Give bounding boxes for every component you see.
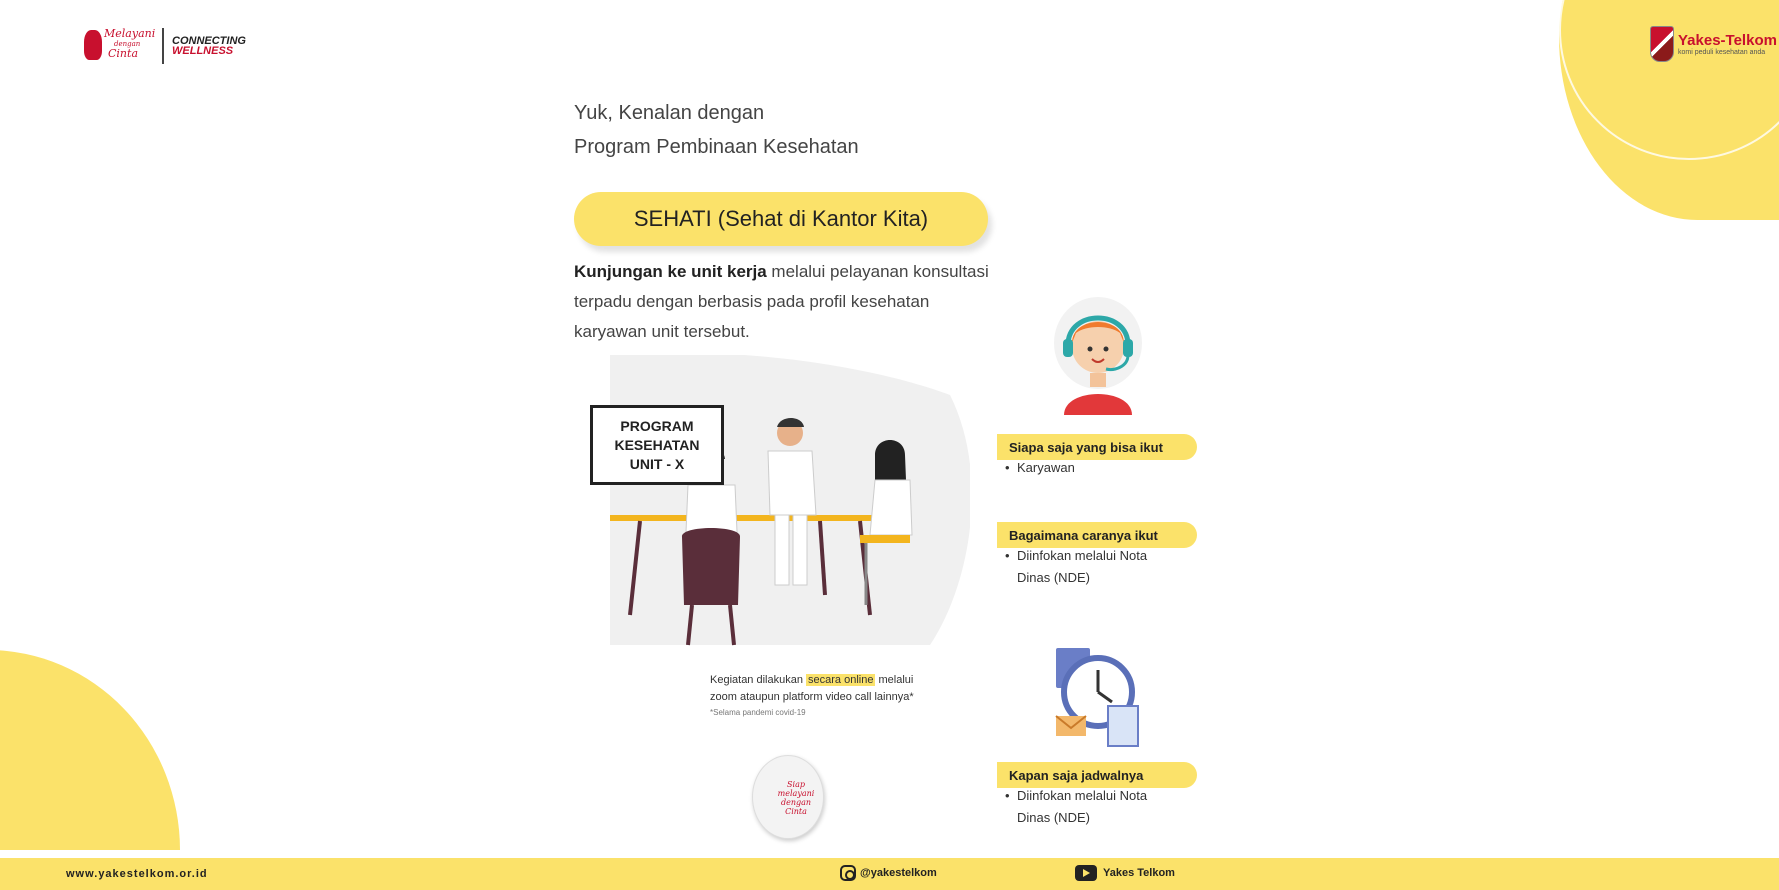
sign-line-2: KESEHATAN xyxy=(614,436,700,453)
website-link[interactable]: www.yakestelkom.or.id xyxy=(66,868,208,880)
online-footnote: *Selama pandemi covid-19 xyxy=(710,708,806,717)
yakes-name: Yakes-Telkom xyxy=(1678,32,1777,49)
online-text-post: melalui xyxy=(875,674,914,686)
section-heading-who: Siapa saja yang bisa ikut xyxy=(997,434,1197,460)
program-sign xyxy=(590,405,724,485)
sign-line-1: PROGRAM xyxy=(620,417,694,434)
section-item-how-2-text: Dinas (NDE) xyxy=(1017,570,1090,585)
youtube-icon xyxy=(1075,865,1097,881)
melayani-word-1: Melayani xyxy=(104,27,156,40)
online-highlight: secara online xyxy=(808,674,874,686)
melayani-mark xyxy=(84,26,154,66)
description-bold: Kunjungan ke unit kerja xyxy=(574,262,767,281)
page-title-line1: Yuk, Kenalan dengan xyxy=(574,102,765,124)
youtube-channel: Yakes Telkom xyxy=(1103,867,1175,879)
yakes-telkom-logo xyxy=(1650,26,1777,62)
page-title-line2: Program Pembinaan Kesehatan xyxy=(574,136,859,158)
instagram-icon xyxy=(840,865,856,881)
badge-text xyxy=(769,780,823,816)
badge-line-2: dengan Cinta xyxy=(780,798,812,816)
yakes-tagline: komi peduli kesehatan anda xyxy=(1678,49,1766,56)
footer-bar xyxy=(0,858,1779,890)
youtube-link[interactable] xyxy=(1075,865,1175,881)
clock-calendar-icon xyxy=(1048,640,1148,750)
sign-line-3: UNIT - X xyxy=(629,455,685,472)
badge-line-1: Siap melayani xyxy=(777,780,815,798)
program-description xyxy=(574,257,994,347)
connecting-text: CONNECTING xyxy=(172,35,246,47)
decor-bottom-left xyxy=(0,650,180,850)
program-name-banner: SEHATI (Sehat di Kantor Kita) xyxy=(574,192,988,246)
melayani-text xyxy=(104,28,155,60)
online-text-line2: zoom ataupun platform video call lainnya* xyxy=(710,691,914,703)
melayani-logo xyxy=(84,26,246,66)
section-item-when-1: • Diinfokan melalui Nota xyxy=(1017,786,1147,806)
description-text: melalui pelayanan konsultasi terpadu dengan berbasis pada profil kesehatan karyawan unit tersebut. xyxy=(574,262,989,341)
logo-divider xyxy=(162,28,164,64)
section-item-how-1: • Diinfokan melalui Nota xyxy=(1017,546,1147,566)
melayani-word-2: dengan xyxy=(114,40,141,48)
yakes-shield-icon xyxy=(1650,26,1674,62)
instagram-link[interactable] xyxy=(840,865,937,881)
section-item-when-2 xyxy=(1017,808,1090,828)
wellness-text: WELLNESS xyxy=(172,45,234,57)
section-heading-how: Bagaimana caranya ikut xyxy=(997,522,1197,548)
online-text-pre: Kegiatan dilakukan xyxy=(710,674,807,686)
instagram-handle: @yakestelkom xyxy=(860,867,937,879)
melayani-badge xyxy=(752,755,824,839)
section-item-when-2-text: Dinas (NDE) xyxy=(1017,810,1090,825)
section-item-who-1: • Karyawan xyxy=(1017,458,1075,478)
meeting-illustration xyxy=(570,355,970,655)
section-item-how-2 xyxy=(1017,568,1090,588)
headset-agent-icon xyxy=(1050,295,1146,415)
melayani-word-3: Cinta xyxy=(108,47,138,60)
section-heading-when: Kapan saja jadwalnya xyxy=(997,762,1197,788)
melayani-figure-icon xyxy=(84,30,102,60)
online-info xyxy=(710,672,914,706)
connecting-wellness-logo xyxy=(172,36,246,56)
